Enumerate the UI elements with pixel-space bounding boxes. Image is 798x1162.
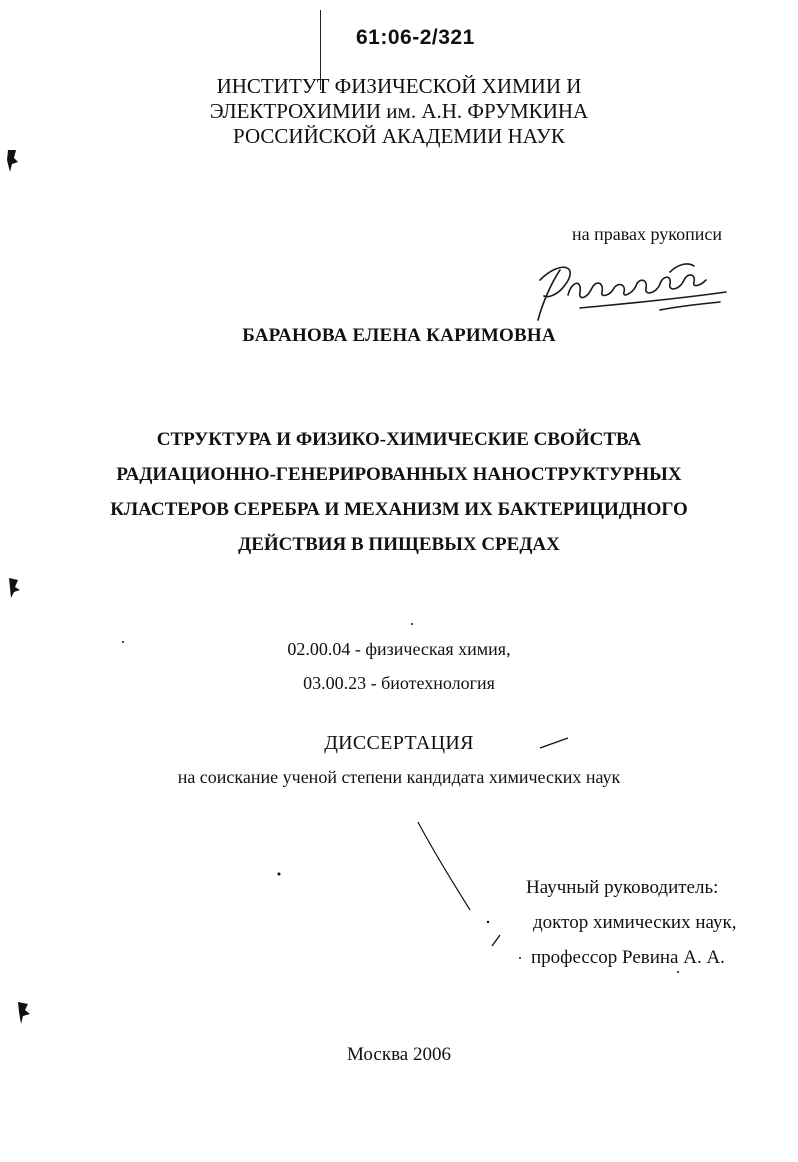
- supervisor-degree: доктор химических наук,: [533, 912, 737, 933]
- title-line-3: КЛАСТЕРОВ СЕРЕБРА И МЕХАНИЗМ ИХ БАКТЕРИЦИДНОГО: [110, 499, 688, 520]
- speck-1: [278, 873, 281, 876]
- binding-mark-top: [7, 150, 18, 172]
- author-name: БАРАНОВА ЕЛЕНА КАРИМОВНА: [242, 325, 556, 346]
- specialty-2: 03.00.23 - биотехнология: [303, 673, 495, 693]
- specialties: [0, 632, 798, 700]
- speck-3: [519, 957, 521, 959]
- manuscript-note: на правах рукописи: [572, 224, 722, 244]
- institute-line-3: РОССИЙСКОЙ АКАДЕМИИ НАУК: [233, 124, 565, 148]
- title-line-1: СТРУКТУРА И ФИЗИКО-ХИМИЧЕСКИЕ СВОЙСТВА: [156, 429, 642, 450]
- institute-line-2: ЭЛЕКТРОХИМИИ им. А.Н. ФРУМКИНА: [209, 99, 589, 123]
- degree-line: на соискание ученой степени кандидата химических наук: [177, 767, 621, 787]
- supervisor-heading: Научный руководитель:: [526, 877, 719, 898]
- binding-mark-bottom: [18, 1002, 30, 1024]
- pen-stroke-diagonal: [418, 822, 470, 910]
- pen-stroke-short: [492, 935, 500, 946]
- supervisor-name: профессор Ревина А. А.: [531, 947, 725, 968]
- title-line-2: РАДИАЦИОННО-ГЕНЕРИРОВАННЫХ НАНОСТРУКТУРНЫХ: [116, 464, 682, 485]
- binding-mark-middle: [9, 578, 20, 598]
- speck-2: [487, 921, 489, 923]
- author-signature: [520, 250, 740, 335]
- document-type: ДИССЕРТАЦИЯ: [324, 732, 474, 754]
- title-line-4: ДЕЙСТВИЯ В ПИЩЕВЫХ СРЕДАХ: [238, 534, 560, 555]
- supervisor-block: [526, 870, 736, 975]
- dissertation-title: [0, 422, 798, 562]
- institute-header: [0, 74, 798, 149]
- archive-code: 61:06-2/321: [356, 26, 475, 49]
- city-year: Москва 2006: [347, 1044, 451, 1065]
- institute-line-1: ИНСТИТУТ ФИЗИЧЕСКОЙ ХИМИИ И: [216, 74, 582, 98]
- speck-6: [411, 623, 413, 625]
- specialty-1: 02.00.04 - физическая химия,: [287, 639, 511, 659]
